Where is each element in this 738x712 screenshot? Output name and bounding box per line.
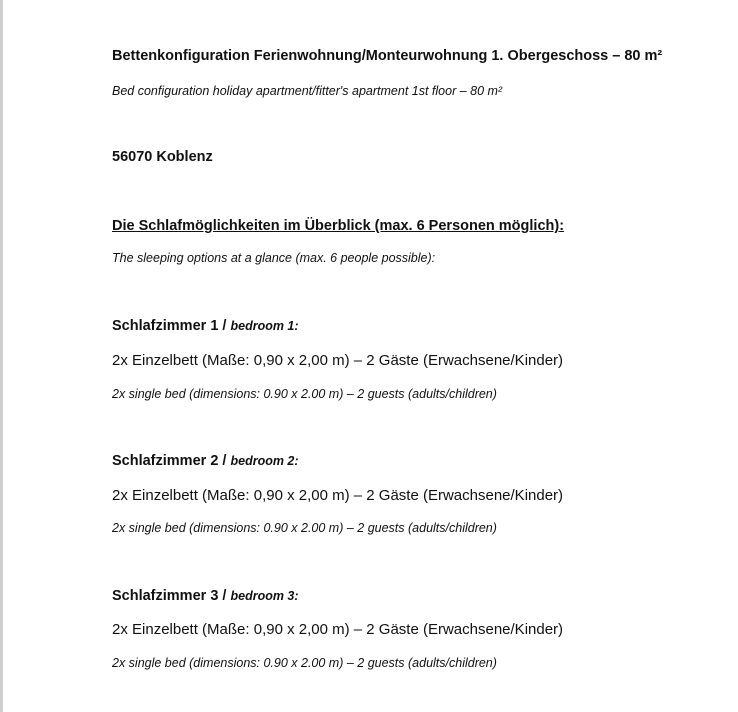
room-1-heading-de: Schlafzimmer 1: [112, 318, 219, 334]
room-2-heading: [112, 453, 299, 469]
room-3-separator: /: [218, 588, 231, 604]
city-line: 56070 Koblenz: [112, 149, 213, 165]
room-3-beds-de: 2x Einzelbett (Maße: 0,90 x 2,00 m) – 2 Gäste (Erwachsene/Kinder): [112, 621, 564, 638]
room-3-heading-de: Schlafzimmer 3: [112, 588, 219, 604]
overview-subheading: The sleeping options at a glance (max. 6 people possible):: [112, 251, 436, 265]
room-2-heading-en: bedroom 2:: [230, 454, 299, 468]
room-2-separator: /: [218, 453, 231, 469]
room-3-heading: [112, 588, 299, 604]
document-subtitle: Bed configuration holiday apartment/fitter's apartment 1st floor – 80 m²: [112, 84, 503, 98]
page-edge: [0, 0, 3, 712]
room-1-beds-en: 2x single bed (dimensions: 0.90 x 2.00 m) – 2 guests (adults/children): [112, 387, 497, 401]
room-2-heading-de: Schlafzimmer 2: [112, 453, 219, 469]
room-1-beds-de: 2x Einzelbett (Maße: 0,90 x 2,00 m) – 2 Gäste (Erwachsene/Kinder): [112, 352, 564, 369]
room-1-heading: [112, 318, 299, 334]
room-1-heading-en: bedroom 1:: [230, 319, 299, 333]
document-title: Bettenkonfiguration Ferienwohnung/Monteurwohnung 1. Obergeschoss – 80 m²: [112, 48, 663, 64]
overview-heading: Die Schlafmöglichkeiten im Überblick (max. 6 Personen möglich):: [112, 218, 565, 234]
room-2-beds-de: 2x Einzelbett (Maße: 0,90 x 2,00 m) – 2 Gäste (Erwachsene/Kinder): [112, 487, 564, 504]
room-3-heading-en: bedroom 3:: [230, 589, 299, 603]
room-3-beds-en: 2x single bed (dimensions: 0.90 x 2.00 m) – 2 guests (adults/children): [112, 656, 497, 670]
room-2-beds-en: 2x single bed (dimensions: 0.90 x 2.00 m) – 2 guests (adults/children): [112, 521, 497, 535]
room-1-separator: /: [218, 318, 231, 334]
